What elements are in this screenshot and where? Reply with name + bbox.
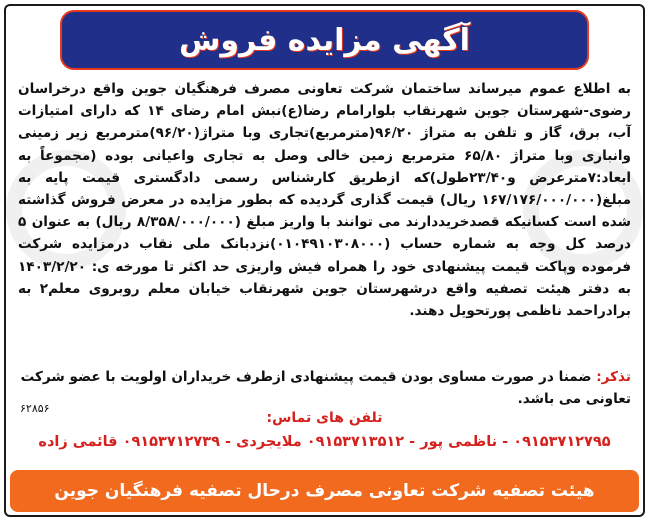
notice-body: به اطلاع عموم میرساند ساختمان شرکت تعاونی مصرف فرهنگیان جوین واقع درخراسان رضوی-شهرستان جوین شهرنقاب بلوارامام رضا(ع)نبش امام رضای ۱۴ که دارای امتیازات آب، برق، گاز و تلفن به متراژ ۹۶/۲۰(مترمربع)تجاری وبا متراژ(۹۶/۲۰)مترمربع زیر زمینی وانباری وبا متراژ ۶۵/۸۰ مترمربع زمین خالی وصل به تجاری واعیانی بوده (مجموعاً به ابعاد:۷مترعرض و۲۳/۴۰طول)که ازطریق کارشناس رسمی دادگستری قیمت پایه به مبلغ(۱۶۷/۱۷۶/۰۰۰/۰۰۰ ریال) قیمت گذاری گردیده که بطور مزایده در معرض فروش گذاشته شده است کسانیکه قصدخریددارند می توانند با واریز مبلغ (۸/۳۵۸/۰۰۰/۰۰۰ ریال) به عنوان ۵ درصد کل وجه به شماره حساب (۰۱۰۴۹۱۰۳۰۸۰۰۰)نزدبانک ملی نقاب درمزایده شرکت فرموده وپاکت قیمت پیشنهادی خود را همراه فیش واریزی حد اکثر تا مورخه ی: ۱۴۰۳/۲/۲۰ به دفتر هیئت تصفیه واقع درشهرستان جوین شهرنقاب خیابان معلم روبروی معلم۲ به برادراحمد ناظمی پورتحویل دهند. xyxy=(18,81,632,320)
contact-title: تلفن های تماس: xyxy=(266,410,383,426)
note-label: تذکر: xyxy=(596,369,631,385)
reference-code: ۶۲۸۵۶ xyxy=(20,402,50,415)
header-banner xyxy=(60,10,589,70)
note-text: ضمنا در صورت مساوی بودن قیمت پیشنهادی ازطرف خریداران اولویت با عضو شرکت تعاونی می باشد. xyxy=(20,369,631,407)
footer-banner xyxy=(10,470,639,512)
notice-title: آگهی مزایده فروش xyxy=(179,22,470,58)
contact-phones: ۰۹۱۵۳۷۱۲۷۹۵ - ناظمی پور - ۰۹۱۵۳۷۱۳۵۱۲ ملایجردی - ۰۹۱۵۳۷۱۲۷۳۹ قائمی زاده xyxy=(38,434,611,450)
footer-text: هیئت تصفیه شرکت تعاونی مصرف درحال تصفیه فرهنگیان جوین xyxy=(54,481,595,501)
note-block xyxy=(18,366,631,410)
